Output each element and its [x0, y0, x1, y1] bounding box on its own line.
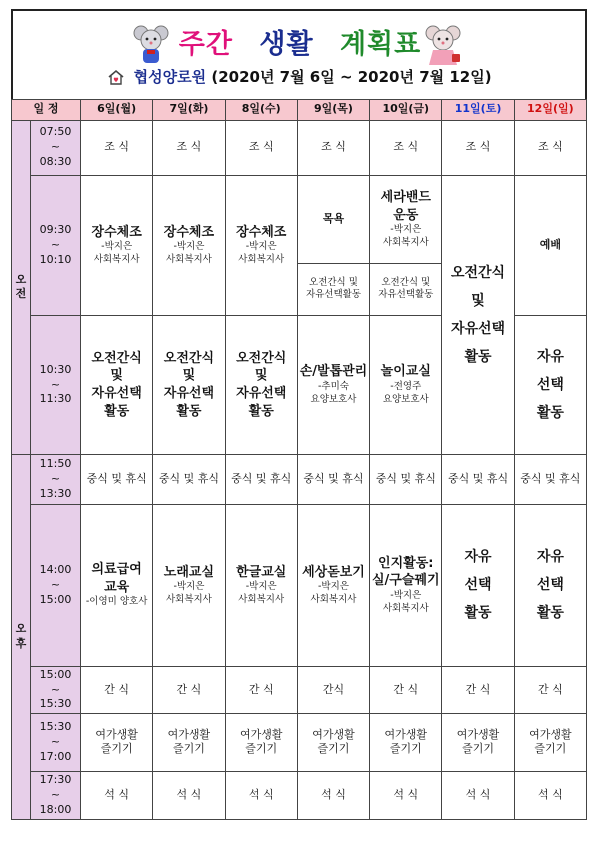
cell-dinner-fri: 석 식	[370, 771, 442, 819]
row-leisure	[12, 714, 587, 772]
cell-dinner-tue: 석 식	[153, 771, 225, 819]
time-1030: 10:30 ~ 11:30	[31, 315, 81, 455]
day-header-thu: 9일(목)	[297, 100, 369, 121]
schedule-table	[11, 99, 587, 820]
cell-leisure-sun: 여가생활 즐기기	[514, 714, 586, 772]
cell-dinner-sun: 석 식	[514, 771, 586, 819]
subtitle	[0, 66, 600, 87]
row-lunch	[12, 455, 587, 504]
time-1500: 15:00 ~ 15:30	[31, 666, 81, 713]
day-header-mon: 6일(월)	[81, 100, 153, 121]
time-1530: 15:30 ~ 17:00	[31, 714, 81, 772]
cell-snack-thu: 간식	[297, 666, 369, 713]
row-1400	[12, 504, 587, 666]
cell-leisure-fri: 여가생활 즐기기	[370, 714, 442, 772]
cell-lunch-mon: 중식 및 휴식	[81, 455, 153, 504]
row-0930	[12, 175, 587, 263]
cell-exercise-tue: 장수체조 -박지은 사회복지사	[153, 175, 225, 315]
day-header-sat: 11일(토)	[442, 100, 514, 121]
date-range: (2020년 7월 6일 ~ 2020년 7월 12일)	[211, 68, 492, 86]
cell-snack-free-sat: 오전간식 및 자유선택 활동	[442, 175, 514, 454]
page-title	[0, 22, 600, 61]
cell-breakfast-fri: 조 식	[370, 120, 442, 175]
row-dinner	[12, 771, 587, 819]
day-header-sun: 12일(일)	[514, 100, 586, 121]
cell-free-choice-sat-pm: 자유 선택 활동	[442, 504, 514, 666]
cell-snack-mon: 간 식	[81, 666, 153, 713]
cell-exercise-wed: 장수체조 -박지은 사회복지사	[225, 175, 297, 315]
cell-medical-edu-mon: 의료급여 교육 -이영미 양호사	[81, 504, 153, 666]
cell-lunch-wed: 중식 및 휴식	[225, 455, 297, 504]
cell-snack-free-wed: 오전간식 및 자유선택 활동	[225, 315, 297, 455]
cell-lunch-sun: 중식 및 휴식	[514, 455, 586, 504]
row-breakfast	[12, 120, 587, 175]
cell-breakfast-tue: 조 식	[153, 120, 225, 175]
title-word-2: 생활	[259, 29, 314, 60]
cell-breakfast-mon: 조 식	[81, 120, 153, 175]
time-1150: 11:50 ~ 13:30	[31, 455, 81, 504]
cell-free-choice-sun-am: 자유 선택 활동	[514, 315, 586, 455]
cell-exercise-mon: 장수체조 -박지은 사회복지사	[81, 175, 153, 315]
cell-bath-thu: 목욕	[297, 175, 369, 263]
cell-world-view-thu: 세상돋보기 -박지은 사회복지사	[297, 504, 369, 666]
org-name: 협성양로원	[133, 68, 207, 86]
title-word-3: 계획표	[339, 29, 422, 60]
cell-lunch-sat: 중식 및 휴식	[442, 455, 514, 504]
title-word-1: 주간	[178, 29, 233, 60]
house-heart-icon	[108, 69, 124, 85]
cell-worship-sun: 예배	[514, 175, 586, 315]
cell-hand-foot-thu: 손/발톱관리 -추미숙 요양보호사	[297, 315, 369, 455]
cell-snack-free-thu: 오전간식 및 자유선택활동	[297, 264, 369, 315]
header-row	[12, 100, 587, 121]
cell-cognitive-fri: 인지활동: 실/구슬꿰기 -박지은 사회복지사	[370, 504, 442, 666]
cell-breakfast-sun: 조 식	[514, 120, 586, 175]
cell-breakfast-thu: 조 식	[297, 120, 369, 175]
cell-dinner-sat: 석 식	[442, 771, 514, 819]
time-0750: 07:50 ~ 08:30	[31, 120, 81, 175]
cell-snack-wed: 간 식	[225, 666, 297, 713]
period-pm: 오 후	[12, 455, 31, 820]
time-1730: 17:30 ~ 18:00	[31, 771, 81, 819]
cell-lunch-fri: 중식 및 휴식	[370, 455, 442, 504]
cell-lunch-tue: 중식 및 휴식	[153, 455, 225, 504]
day-header-fri: 10일(금)	[370, 100, 442, 121]
cell-snack-fri: 간 식	[370, 666, 442, 713]
cell-hangul-wed: 한글교실 -박지은 사회복지사	[225, 504, 297, 666]
cell-snack-free-mon: 오전간식 및 자유선택 활동	[81, 315, 153, 455]
cell-breakfast-sat: 조 식	[442, 120, 514, 175]
cell-breakfast-wed: 조 식	[225, 120, 297, 175]
cell-leisure-sat: 여가생활 즐기기	[442, 714, 514, 772]
cell-snack-tue: 간 식	[153, 666, 225, 713]
cell-leisure-thu: 여가생활 즐기기	[297, 714, 369, 772]
cell-singing-tue: 노래교실 -박지은 사회복지사	[153, 504, 225, 666]
cell-leisure-tue: 여가생활 즐기기	[153, 714, 225, 772]
cell-snack-sat: 간 식	[442, 666, 514, 713]
cell-snack-sun: 간 식	[514, 666, 586, 713]
cell-snack-free-tue: 오전간식 및 자유선택 활동	[153, 315, 225, 455]
schedule-label: 일 정	[12, 100, 81, 121]
cell-theraband-fri: 세라밴드 운동 -박지은 사회복지사	[370, 175, 442, 263]
cell-dinner-wed: 석 식	[225, 771, 297, 819]
row-snack	[12, 666, 587, 713]
cell-snack-free-fri: 오전간식 및 자유선택활동	[370, 264, 442, 315]
cell-play-class-fri: 놀이교실 -전영주 요양보호사	[370, 315, 442, 455]
period-am: 오 전	[12, 120, 31, 455]
time-1400: 14:00 ~ 15:00	[31, 504, 81, 666]
cell-dinner-thu: 석 식	[297, 771, 369, 819]
day-header-wed: 8일(수)	[225, 100, 297, 121]
day-header-tue: 7일(화)	[153, 100, 225, 121]
cell-leisure-mon: 여가생활 즐기기	[81, 714, 153, 772]
cell-lunch-thu: 중식 및 휴식	[297, 455, 369, 504]
cell-leisure-wed: 여가생활 즐기기	[225, 714, 297, 772]
cell-dinner-mon: 석 식	[81, 771, 153, 819]
cell-free-choice-sun-pm: 자유 선택 활동	[514, 504, 586, 666]
time-0930: 09:30 ~ 10:10	[31, 175, 81, 315]
